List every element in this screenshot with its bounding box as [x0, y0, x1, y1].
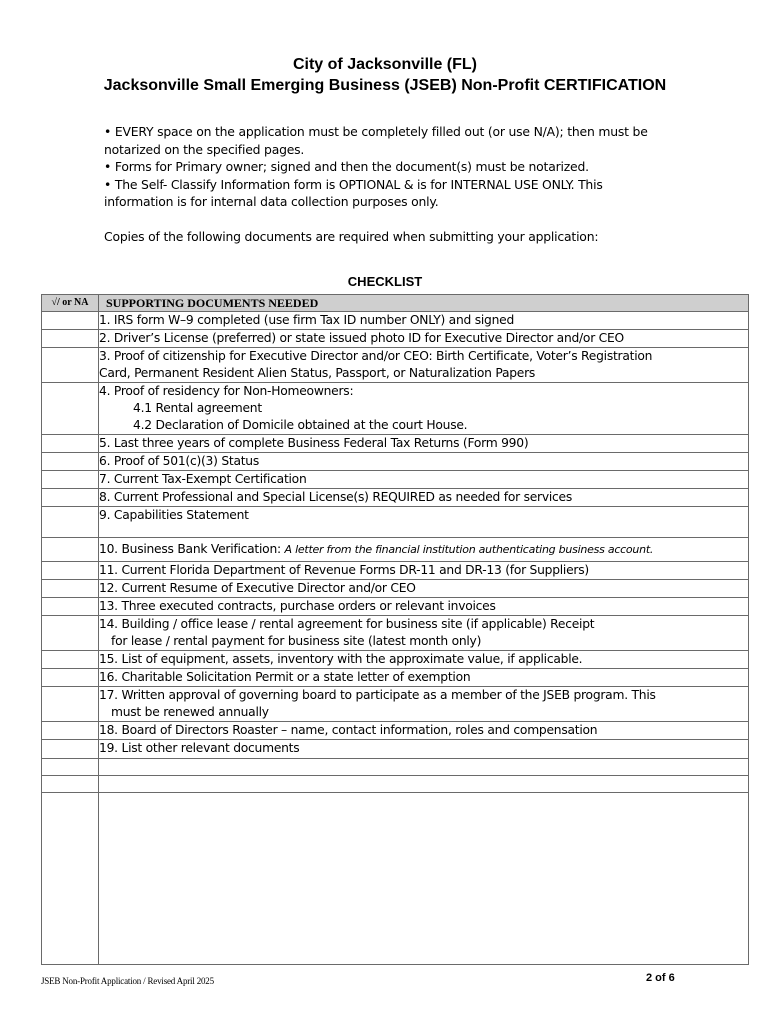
document-title: City of Jacksonville (FL)	[292, 56, 478, 73]
table-row	[42, 312, 749, 330]
document-item: 3. Proof of citizenship for Executive Director and/or CEO: Birth Certificate, Voter’s Registration Card, Permanent Resident Alien Status, Passport, or Naturalization Papers	[99, 348, 749, 383]
document-item: 14. Building / office lease / rental agreement for business site (if applicable) Receipt for lease / rental payment for business site (latest month only)	[99, 616, 749, 651]
instruction-item: • Forms for Primary owner; signed and then the document(s) must be notarized.	[104, 159, 589, 174]
document-item: 9. Capabilities Statement	[99, 507, 749, 538]
checkbox-cell[interactable]	[42, 507, 99, 538]
checkbox-cell[interactable]	[42, 651, 99, 669]
document-item: 7. Current Tax-Exempt Certification	[99, 471, 749, 489]
mark-column-header: √/ or NA	[42, 295, 99, 312]
document-item: 15. List of equipment, assets, inventory with the approximate value, if applicable.	[99, 651, 749, 669]
table-row	[42, 507, 749, 538]
table-row	[42, 669, 749, 687]
checkbox-cell[interactable]	[42, 616, 99, 651]
checkbox-cell[interactable]	[42, 383, 99, 435]
table-row	[42, 793, 749, 965]
checkbox-cell[interactable]	[42, 776, 99, 793]
checkbox-cell[interactable]	[42, 669, 99, 687]
table-row	[42, 616, 749, 651]
document-item: 10. Business Bank Verification: A letter from the financial institution authenticating business account.	[99, 538, 749, 562]
document-item: 12. Current Resume of Executive Director and/or CEO	[99, 580, 749, 598]
document-item: 1. IRS form W–9 completed (use firm Tax ID number ONLY) and signed	[99, 312, 749, 330]
checkbox-cell[interactable]	[42, 598, 99, 616]
blank-entry-cell[interactable]	[99, 793, 749, 965]
document-item: 16. Charitable Solicitation Permit or a state letter of exemption	[99, 669, 749, 687]
table-row	[42, 776, 749, 793]
document-item: 6. Proof of 501(c)(3) Status	[99, 453, 749, 471]
checkbox-cell[interactable]	[42, 435, 99, 453]
table-row	[42, 348, 749, 383]
checkbox-cell[interactable]	[42, 722, 99, 740]
table-row	[42, 580, 749, 598]
checkbox-cell[interactable]	[42, 538, 99, 562]
documents-column-header: SUPPORTING DOCUMENTS NEEDED	[99, 295, 749, 312]
table-row	[42, 651, 749, 669]
instructions	[104, 123, 664, 211]
checkbox-cell[interactable]	[42, 580, 99, 598]
table-row	[42, 759, 749, 776]
table-row	[42, 489, 749, 507]
blank-entry-cell[interactable]	[99, 776, 749, 793]
document-item: 8. Current Professional and Special License(s) REQUIRED as needed for services	[99, 489, 749, 507]
document-subtitle: Jacksonville Small Emerging Business (JSEB) Non-Profit CERTIFICATION	[103, 77, 667, 94]
document-item: 13. Three executed contracts, purchase orders or relevant invoices	[99, 598, 749, 616]
checkbox-cell[interactable]	[42, 312, 99, 330]
blank-entry-cell[interactable]	[99, 759, 749, 776]
checkbox-cell[interactable]	[42, 471, 99, 489]
checklist-header-row	[42, 295, 749, 312]
checklist-title: CHECKLIST	[347, 274, 423, 289]
instruction-item: • The Self- Classify Information form is OPTIONAL & is for INTERNAL USE ONLY. This information is for internal data collection purposes only.	[104, 176, 603, 209]
checkbox-cell[interactable]	[42, 793, 99, 965]
table-row	[42, 435, 749, 453]
checkbox-cell[interactable]	[42, 330, 99, 348]
copies-note: Copies of the following documents are required when submitting your application:	[104, 229, 599, 244]
checkbox-cell[interactable]	[42, 740, 99, 759]
instruction-item: • EVERY space on the application must be completely filled out (or use N/A); then must be notarized on the specified pages.	[104, 124, 648, 157]
table-row	[42, 471, 749, 489]
table-row	[42, 383, 749, 435]
table-row	[42, 538, 749, 562]
table-row	[42, 722, 749, 740]
document-item: 11. Current Florida Department of Revenue Forms DR-11 and DR-13 (for Suppliers)	[99, 562, 749, 580]
checkbox-cell[interactable]	[42, 453, 99, 471]
table-row	[42, 598, 749, 616]
document-item: 4. Proof of residency for Non-Homeowners: 4.1 Rental agreement 4.2 Declaration of Domicile obtained at the court House.	[99, 383, 749, 435]
checkbox-cell[interactable]	[42, 759, 99, 776]
checkbox-cell[interactable]	[42, 562, 99, 580]
checklist-table	[41, 294, 749, 965]
footer-revision: JSEB Non-Profit Application / Revised April 2025	[41, 976, 214, 986]
checkbox-cell[interactable]	[42, 489, 99, 507]
table-row	[42, 330, 749, 348]
document-item: 5. Last three years of complete Business Federal Tax Returns (Form 990)	[99, 435, 749, 453]
document-item: 17. Written approval of governing board to participate as a member of the JSEB program. This must be renewed annually	[99, 687, 749, 722]
page-number: 2 of 6	[646, 972, 675, 984]
table-row	[42, 740, 749, 759]
document-item: 2. Driver’s License (preferred) or state issued photo ID for Executive Director and/or CEO	[99, 330, 749, 348]
table-row	[42, 562, 749, 580]
document-item: 19. List other relevant documents	[99, 740, 749, 759]
table-row	[42, 687, 749, 722]
document-item: 18. Board of Directors Roaster – name, contact information, roles and compensation	[99, 722, 749, 740]
checkbox-cell[interactable]	[42, 348, 99, 383]
table-row	[42, 453, 749, 471]
checkbox-cell[interactable]	[42, 687, 99, 722]
